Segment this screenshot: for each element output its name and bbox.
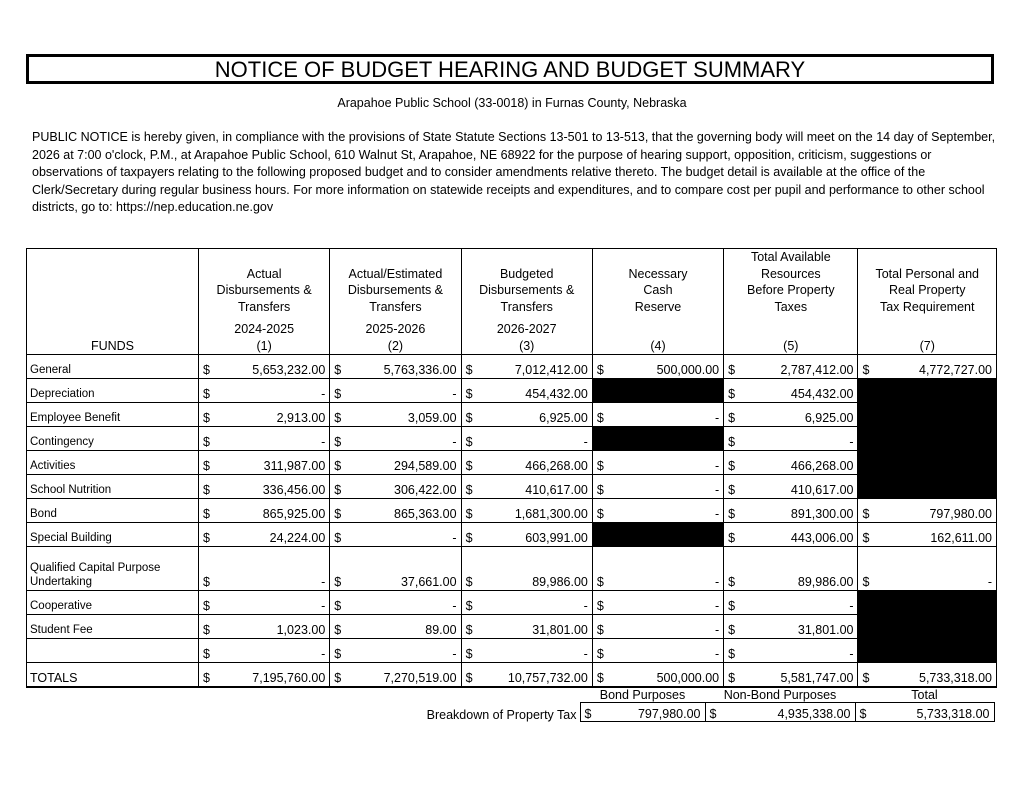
amount-cell: -: [478, 591, 592, 615]
funds-header: FUNDS: [27, 249, 199, 355]
amount-cell: -: [478, 639, 592, 663]
currency-symbol: $: [330, 427, 347, 451]
column-header-line: Actual: [246, 266, 282, 281]
fund-row: [27, 355, 997, 379]
amount-cell: -: [216, 379, 330, 403]
total-value: 5,733,318.00: [872, 703, 994, 722]
amount-cell: -: [741, 427, 858, 451]
amount-cell: -: [610, 499, 724, 523]
amount-cell: 5,763,336.00: [347, 355, 461, 379]
amount-cell: 603,991.00: [478, 523, 592, 547]
currency-symbol: $: [199, 451, 216, 475]
fund-row: [27, 591, 997, 615]
amount-cell: 500,000.00: [610, 355, 724, 379]
amount-cell: 336,456.00: [216, 475, 330, 499]
currency-symbol: $: [592, 355, 609, 379]
amount-cell: 89,986.00: [741, 547, 858, 591]
currency-symbol: $: [592, 451, 609, 475]
column-header-line: Disbursements &: [347, 283, 444, 297]
currency-symbol: $: [199, 403, 216, 427]
amount-cell: -: [347, 427, 461, 451]
fund-row: [27, 523, 997, 547]
currency-symbol: $: [855, 703, 872, 722]
column-header-line: Before Property: [747, 283, 835, 297]
amount-cell: 410,617.00: [741, 475, 858, 499]
fund-name: Special Building: [27, 523, 199, 547]
column-header-line: Transfers: [500, 299, 553, 314]
amount-cell: 865,925.00: [216, 499, 330, 523]
column-header-line: Actual/Estimated: [348, 266, 443, 281]
fund-row: [27, 639, 997, 663]
currency-symbol: $: [858, 355, 875, 379]
amount-cell: 2,787,412.00: [741, 355, 858, 379]
amount-cell: 6,925.00: [478, 403, 592, 427]
amount-cell: 294,589.00: [347, 451, 461, 475]
currency-symbol: $: [199, 499, 216, 523]
amount-cell: 891,300.00: [741, 499, 858, 523]
blacked-out-cell: [858, 379, 997, 403]
amount-cell: -: [610, 451, 724, 475]
column-header: [461, 249, 592, 355]
fund-name: Cooperative: [27, 591, 199, 615]
amount-cell: 454,432.00: [478, 379, 592, 403]
currency-symbol: $: [461, 547, 478, 591]
currency-symbol: $: [724, 523, 741, 547]
fund-name: TOTALS: [27, 663, 199, 688]
currency-symbol: $: [461, 639, 478, 663]
amount-cell: 5,581,747.00: [741, 663, 858, 688]
amount-cell: 5,653,232.00: [216, 355, 330, 379]
amount-cell: 7,195,760.00: [216, 663, 330, 688]
fund-row: [27, 499, 997, 523]
amount-cell: 24,224.00: [216, 523, 330, 547]
column-header-line: Real Property: [889, 283, 966, 297]
amount-cell: -: [347, 379, 461, 403]
fund-name: School Nutrition: [27, 475, 199, 499]
amount-cell: 5,733,318.00: [875, 663, 996, 688]
blacked-out-cell: [592, 379, 723, 403]
amount-cell: 1,023.00: [216, 615, 330, 639]
amount-cell: -: [216, 591, 330, 615]
currency-symbol: $: [461, 403, 478, 427]
column-header-line: Necessary: [628, 266, 688, 281]
amount-cell: 3,059.00: [347, 403, 461, 427]
currency-symbol: $: [724, 663, 741, 688]
blacked-out-cell: [592, 427, 723, 451]
amount-cell: 162,611.00: [875, 523, 996, 547]
non-bond-purposes-value: 4,935,338.00: [722, 703, 855, 722]
currency-symbol: $: [330, 451, 347, 475]
column-header: [330, 249, 461, 355]
amount-cell: -: [216, 547, 330, 591]
currency-symbol: $: [330, 547, 347, 591]
amount-cell: 10,757,732.00: [478, 663, 592, 688]
breakdown-label: Breakdown of Property Tax: [410, 703, 580, 722]
currency-symbol: $: [461, 355, 478, 379]
column-period: [858, 321, 996, 338]
fund-row: [27, 475, 997, 499]
column-number: (3): [519, 338, 535, 353]
column-header-line: Taxes: [774, 299, 808, 314]
currency-symbol: $: [199, 379, 216, 403]
blacked-out-cell: [858, 403, 997, 427]
currency-symbol: $: [592, 475, 609, 499]
currency-symbol: $: [724, 615, 741, 639]
amount-cell: 865,363.00: [347, 499, 461, 523]
amount-cell: 410,617.00: [478, 475, 592, 499]
currency-symbol: $: [592, 499, 609, 523]
fund-row: [27, 615, 997, 639]
currency-symbol: $: [330, 379, 347, 403]
currency-symbol: $: [330, 591, 347, 615]
amount-cell: -: [741, 639, 858, 663]
currency-symbol: $: [724, 639, 741, 663]
column-header-line: Total Personal and: [875, 266, 980, 281]
currency-symbol: $: [461, 499, 478, 523]
amount-cell: 89.00: [347, 615, 461, 639]
currency-symbol: $: [724, 403, 741, 427]
currency-symbol: $: [461, 615, 478, 639]
currency-symbol: $: [724, 451, 741, 475]
currency-symbol: $: [580, 703, 597, 722]
currency-symbol: $: [592, 403, 609, 427]
currency-symbol: $: [461, 475, 478, 499]
column-header-line: Transfers: [369, 299, 422, 314]
currency-symbol: $: [461, 663, 478, 688]
amount-cell: -: [216, 639, 330, 663]
currency-symbol: $: [199, 427, 216, 451]
amount-cell: 37,661.00: [347, 547, 461, 591]
column-header-line: Budgeted: [499, 266, 554, 281]
fund-name: Contingency: [27, 427, 199, 451]
amount-cell: 7,012,412.00: [478, 355, 592, 379]
currency-symbol: $: [330, 403, 347, 427]
currency-symbol: $: [858, 499, 875, 523]
amount-cell: 1,681,300.00: [478, 499, 592, 523]
currency-symbol: $: [858, 547, 875, 591]
column-header: [858, 249, 997, 355]
currency-symbol: $: [724, 355, 741, 379]
fund-name: Employee Benefit: [27, 403, 199, 427]
amount-cell: 2,913.00: [216, 403, 330, 427]
amount-cell: 443,006.00: [741, 523, 858, 547]
amount-cell: -: [610, 639, 724, 663]
column-number: (4): [650, 338, 666, 353]
column-header-line: Resources: [760, 266, 821, 281]
amount-cell: -: [347, 523, 461, 547]
currency-symbol: $: [461, 523, 478, 547]
amount-cell: 89,986.00: [478, 547, 592, 591]
fund-name: Bond: [27, 499, 199, 523]
currency-symbol: $: [724, 475, 741, 499]
currency-symbol: $: [461, 451, 478, 475]
fund-name: Activities: [27, 451, 199, 475]
currency-symbol: $: [461, 591, 478, 615]
currency-symbol: $: [858, 523, 875, 547]
currency-symbol: $: [461, 427, 478, 451]
currency-symbol: $: [724, 591, 741, 615]
currency-symbol: $: [199, 615, 216, 639]
fund-name: Qualified Capital Purpose Undertaking: [27, 547, 199, 591]
column-header-line: Cash: [643, 283, 673, 297]
amount-cell: 4,772,727.00: [875, 355, 996, 379]
currency-symbol: $: [330, 615, 347, 639]
currency-symbol: $: [199, 591, 216, 615]
blacked-out-cell: [592, 523, 723, 547]
column-number: (5): [783, 338, 799, 353]
amount-cell: 466,268.00: [478, 451, 592, 475]
amount-cell: 306,422.00: [347, 475, 461, 499]
amount-cell: 6,925.00: [741, 403, 858, 427]
currency-symbol: $: [461, 379, 478, 403]
currency-symbol: $: [199, 355, 216, 379]
currency-symbol: $: [724, 499, 741, 523]
blacked-out-cell: [858, 427, 997, 451]
blacked-out-cell: [858, 615, 997, 639]
non-bond-purposes-header: Non-Bond Purposes: [723, 688, 837, 702]
column-header-line: Transfers: [237, 299, 291, 314]
currency-symbol: $: [330, 663, 347, 688]
currency-symbol: $: [199, 475, 216, 499]
district-subtitle: Arapahoe Public School (33-0018) in Furnas County, Nebraska: [337, 96, 687, 110]
currency-symbol: $: [330, 639, 347, 663]
column-period: 2024-2025: [234, 322, 295, 336]
column-header-line: Total Available: [750, 250, 831, 264]
currency-symbol: $: [330, 499, 347, 523]
currency-symbol: $: [199, 523, 216, 547]
fund-row: [27, 427, 997, 451]
fund-name: [27, 639, 199, 663]
amount-cell: -: [875, 547, 996, 591]
currency-symbol: $: [199, 547, 216, 591]
amount-cell: 797,980.00: [875, 499, 996, 523]
currency-symbol: $: [724, 379, 741, 403]
column-period: 2025-2026: [365, 322, 426, 336]
currency-symbol: $: [592, 639, 609, 663]
blacked-out-cell: [858, 451, 997, 475]
column-header-line: Reserve: [634, 299, 682, 314]
currency-symbol: $: [705, 703, 722, 722]
column-period: [593, 321, 723, 338]
amount-cell: 311,987.00: [216, 451, 330, 475]
currency-symbol: $: [330, 523, 347, 547]
property-tax-breakdown: [410, 684, 995, 722]
bond-purposes-value: 797,980.00: [597, 703, 705, 722]
fund-row: [27, 547, 997, 591]
amount-cell: 466,268.00: [741, 451, 858, 475]
blacked-out-cell: [858, 639, 997, 663]
public-notice-text: PUBLIC NOTICE is hereby given, in compliance with the provisions of State Statute Sections 13-501 to 13-513, that the governing body will meet on the 14 day of September, 2026 at 7:00 o'clock, P.M., at Arapahoe Public School, 610 Walnut St, Arapahoe, NE 68922 for the purpose of hearing support, opposition, criticism, suggestions or observations of taxpayers relating to the following proposed budget and to consider amendments relative thereto. The budget detail is available at the office of the Clerk/Secretary during regular business hours. For more information on statewide receipts and expenditures, and to compare cost per pupil and performance to other school districts, go to: https://nep.education.ne.gov: [32, 130, 996, 214]
column-header-line: Tax Requirement: [879, 299, 975, 314]
column-header: [724, 249, 858, 355]
amount-cell: -: [610, 591, 724, 615]
bond-purposes-header: Bond Purposes: [599, 688, 686, 702]
amount-cell: 7,270,519.00: [347, 663, 461, 688]
page-title: NOTICE OF BUDGET HEARING AND BUDGET SUMMARY: [26, 54, 994, 84]
amount-cell: -: [610, 475, 724, 499]
currency-symbol: $: [330, 475, 347, 499]
fund-name: Depreciation: [27, 379, 199, 403]
currency-symbol: $: [592, 663, 609, 688]
column-header: [592, 249, 723, 355]
currency-symbol: $: [199, 663, 216, 688]
currency-symbol: $: [724, 547, 741, 591]
amount-cell: 454,432.00: [741, 379, 858, 403]
currency-symbol: $: [330, 355, 347, 379]
fund-row: [27, 403, 997, 427]
amount-cell: -: [216, 427, 330, 451]
blacked-out-cell: [858, 591, 997, 615]
currency-symbol: $: [592, 547, 609, 591]
amount-cell: 31,801.00: [478, 615, 592, 639]
amount-cell: -: [478, 427, 592, 451]
amount-cell: 31,801.00: [741, 615, 858, 639]
column-number: (1): [256, 338, 272, 353]
fund-name: Student Fee: [27, 615, 199, 639]
column-header-line: Disbursements &: [479, 283, 575, 297]
fund-name: General: [27, 355, 199, 379]
amount-cell: -: [347, 591, 461, 615]
currency-symbol: $: [199, 639, 216, 663]
amount-cell: -: [347, 639, 461, 663]
currency-symbol: $: [858, 663, 875, 688]
blacked-out-cell: [858, 475, 997, 499]
currency-symbol: $: [592, 615, 609, 639]
amount-cell: -: [610, 615, 724, 639]
column-period: [724, 321, 857, 338]
amount-cell: -: [610, 547, 724, 591]
amount-cell: 500,000.00: [610, 663, 724, 688]
budget-summary-table: [26, 248, 997, 688]
amount-cell: -: [610, 403, 724, 427]
currency-symbol: $: [724, 427, 741, 451]
column-number: (7): [919, 338, 935, 353]
amount-cell: -: [741, 591, 858, 615]
column-number: (2): [387, 338, 404, 353]
fund-row: [27, 379, 997, 403]
column-header-line: Disbursements &: [216, 283, 312, 297]
currency-symbol: $: [592, 591, 609, 615]
total-header: Total: [911, 688, 938, 702]
column-period: 2026-2027: [496, 322, 557, 336]
column-header: [199, 249, 330, 355]
fund-row: [27, 451, 997, 475]
